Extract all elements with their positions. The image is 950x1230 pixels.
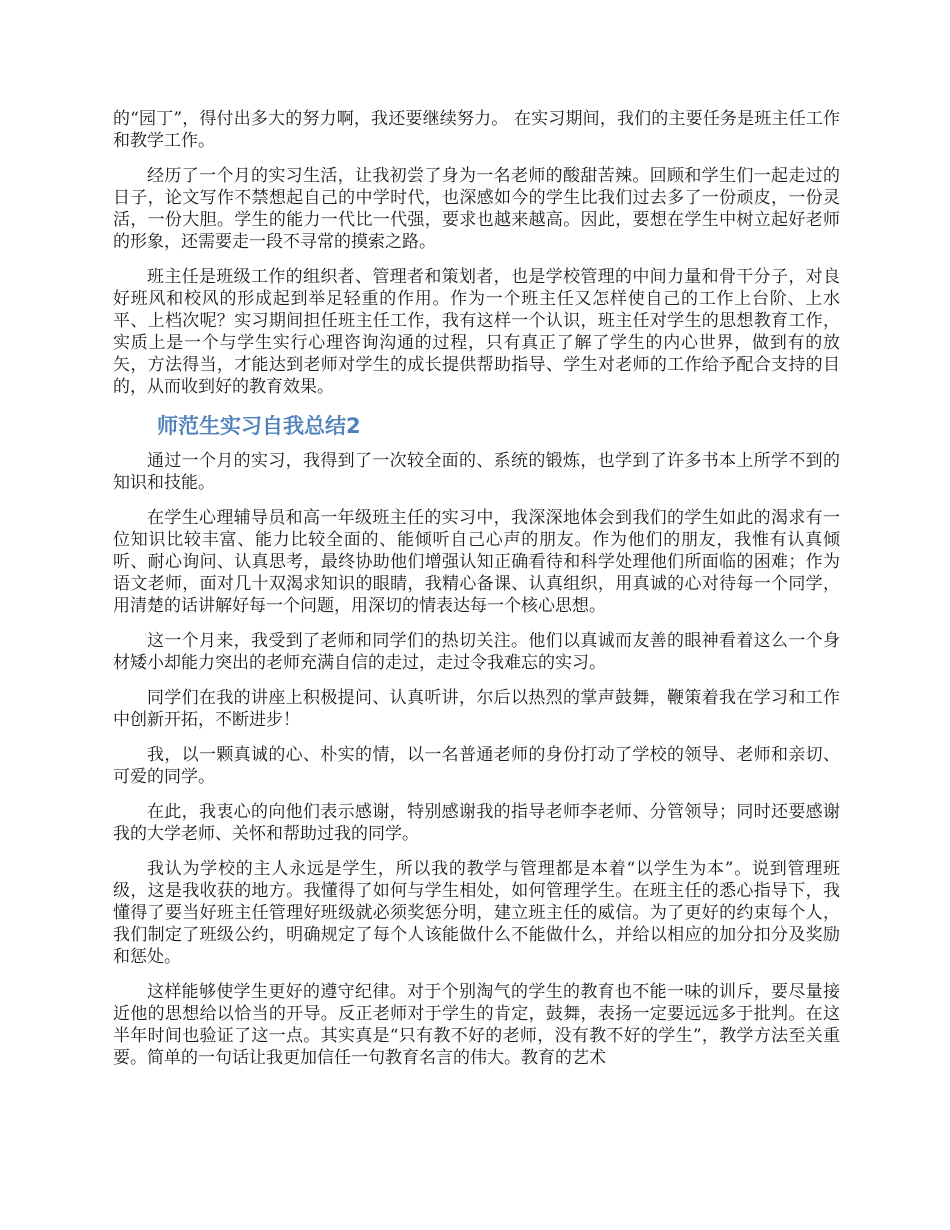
- section-heading: 师范生实习自我总结2: [157, 414, 361, 438]
- body-paragraph: 我，以一颗真诚的心、朴实的情，以一名普通老师的身份打动了学校的领导、老师和亲切、可爱的同学。: [113, 745, 840, 787]
- body-paragraph: 在学生心理辅导员和高一年级班主任的实习中，我深深地体会到我们的学生如此的渴求有一位知识比较丰富、能力比较全面的、能倾听自己心声的朋友。作为他们的朋友，我惟有认真倾听、耐心询问、认真思考，最终协助他们增强认知正确看待和科学处理他们所面临的困难；作为语文老师，面对几十双渴求知识的眼睛，我精心备课、认真组织，用真诚的心对待每一个同学，用清楚的话讲解好每一个问题，用深切的情表达每一个核心思想。: [113, 508, 840, 616]
- intro-paragraph: 的“园丁”，得付出多大的努力啊，我还要继续努力。 在实习期间，我们的主要任务是班主任工作和教学工作。: [113, 109, 840, 151]
- body-paragraph: 这样能够使学生更好的遵守纪律。对于个别淘气的学生的教育也不能一味的训斥，要尽量接近他的思想给以恰当的开导。反正老师对于学生的肯定，鼓舞，表扬一定要远远多于批判。在这半年时间也验证了这一点。其实真是“只有教不好的老师，没有教不好的学生”，教学方法至关重要。简单的一句话让我更加信任一句教育名言的伟大。教育的艺术: [113, 982, 840, 1068]
- body-paragraph: 同学们在我的讲座上积极提问、认真听讲，尔后以热烈的掌声鼓舞，鞭策着我在学习和工作中创新开拓，不断进步！: [113, 688, 840, 730]
- body-paragraph: 通过一个月的实习，我得到了一次较全面的、系统的锻炼，也学到了许多书本上所学不到的知识和技能。: [113, 451, 840, 493]
- body-paragraph: 我认为学校的主人永远是学生，所以我的教学与管理都是本着“以学生为本”。说到管理班级，这是我收获的地方。我懂得了如何与学生相处，如何管理学生。在班主任的悉心指导下，我懂得了要当好班主任管理好班级就必须奖惩分明，建立班主任的威信。为了更好的约束每个人，我们制定了班级公约，明确规定了每个人该能做什么不能做什么，并给以相应的加分扣分及奖励和惩处。: [113, 859, 840, 967]
- document-page: [113, 108, 840, 1082]
- body-paragraph: 在此，我衷心的向他们表示感谢，特别感谢我的指导老师李老师、分管领导；同时还要感谢我的大学老师、关怀和帮助过我的同学。: [113, 802, 840, 844]
- body-paragraph: 这一个月来，我受到了老师和同学们的热切关注。他们以真诚而友善的眼神看着这么一个身材矮小却能力突出的老师充满自信的走过，走过令我难忘的实习。: [113, 631, 840, 673]
- body-paragraph: 班主任是班级工作的组织者、管理者和策划者，也是学校管理的中间力量和骨干分子，对良好班风和校风的形成起到举足轻重的作用。作为一个班主任又怎样使自己的工作上台阶、上水平、上档次呢？实习期间担任班主任工作，我有这样一个认识，班主任对学生的思想教育工作，实质上是一个与学生实行心理咨询沟通的过程，只有真正了解了学生的内心世界，做到有的放矢，方法得当，才能达到老师对学生的成长提供帮助指导、学生对老师的工作给予配合支持的目的，从而收到好的教育效果。: [113, 267, 840, 397]
- body-paragraph: 经历了一个月的实习生活，让我初尝了身为一名老师的酸甜苦辣。回顾和学生们一起走过的日子，论文写作不禁想起自己的中学时代，也深感如今的学生比我们过去多了一份顽皮，一份灵活，一份大胆。学生的能力一代比一代强，要求也越来越高。因此，要想在学生中树立起好老师的形象，还需要走一段不寻常的摸索之路。: [113, 166, 840, 252]
